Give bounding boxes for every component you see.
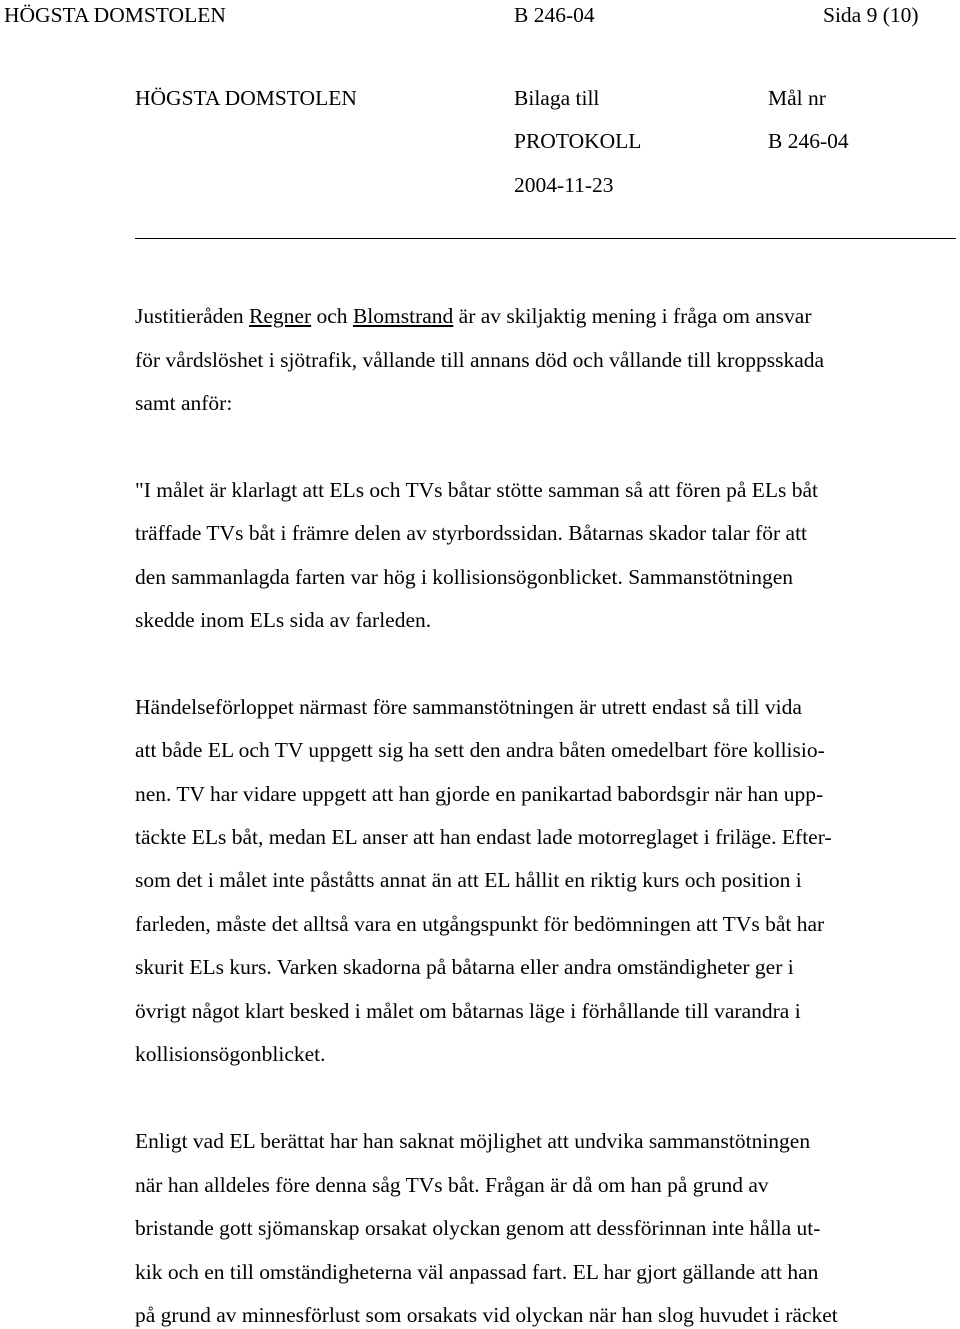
paragraph-2-line: att både EL och TV uppgett sig ha sett den andra båten omedelbart före kollisio- — [135, 738, 825, 762]
paragraph-2-line: som det i målet inte påståtts annat än att EL hållit en riktig kurs och position i — [135, 868, 802, 892]
paragraph-1-line: den sammanlagda farten var hög i kollisionsögonblicket. Sammanstötningen — [135, 565, 794, 589]
intro-text: Justitieråden — [135, 304, 250, 328]
intro-text: och — [311, 304, 353, 328]
intro-line-1 — [135, 302, 812, 330]
paragraph-3-line: när han alldeles före denna såg TVs båt. Frågan är då om han på grund av — [135, 1173, 769, 1197]
paragraph-2-line: nen. TV har vidare uppgett att han gjorde en panikartad babordsgir när han upp- — [135, 782, 824, 806]
letterhead-court: HÖGSTA DOMSTOLEN — [135, 86, 357, 110]
paragraph-3-line: bristande gott sjömanskap orsakat olyckan genom att dessförinnan inte hålla ut- — [135, 1216, 821, 1240]
justice-name: Regner — [249, 304, 312, 328]
intro-line-2: för vårdslöshet i sjötrafik, vållande till annans död och vållande till kroppsskada — [135, 348, 825, 372]
paragraph-3-line: på grund av minnesförlust som orsakats vid olyckan när han slog huvudet i räcket — [135, 1303, 838, 1327]
running-header-case-number: B 246-04 — [514, 3, 595, 27]
paragraph-2-line: kollisionsögonblicket. — [135, 1042, 326, 1066]
letterhead-case-number: B 246-04 — [768, 129, 849, 153]
letterhead-date: 2004-11-23 — [514, 173, 614, 197]
intro-text: är av skiljaktig mening i fråga om ansvar — [453, 304, 812, 328]
paragraph-2-line: täckte ELs båt, medan EL anser att han endast lade motorreglaget i friläge. Efter- — [135, 825, 832, 849]
paragraph-2-line: skurit ELs kurs. Varken skadorna på båtarna eller andra omständigheter ger i — [135, 955, 794, 979]
paragraph-1-line: "I målet är klarlagt att ELs och TVs båtar stötte samman så att fören på ELs båt — [135, 478, 819, 502]
letterhead-doc-type-line2: PROTOKOLL — [514, 129, 642, 153]
running-header-court: HÖGSTA DOMSTOLEN — [4, 3, 226, 27]
paragraph-2-line: Händelseförloppet närmast före sammanstötningen är utrett endast så till vida — [135, 695, 802, 719]
paragraph-3-line: kik och en till omständigheterna väl anpassad fart. EL har gjort gällande att han — [135, 1260, 819, 1284]
justice-name: Blomstrand — [352, 304, 454, 328]
paragraph-2-line: övrigt något klart besked i målet om båtarnas läge i förhållande till varandra i — [135, 999, 801, 1023]
running-header-page-number: Sida 9 (10) — [823, 3, 919, 27]
paragraph-1-line: träffade TVs båt i främre delen av styrbordssidan. Båtarnas skador talar för att — [135, 521, 808, 545]
letterhead-divider — [135, 238, 956, 239]
paragraph-2-line: farleden, måste det alltså vara en utgångspunkt för bedömningen att TVs båt har — [135, 912, 825, 936]
letterhead-case-label: Mål nr — [768, 86, 826, 110]
intro-line-3: samt anför: — [135, 391, 233, 415]
paragraph-1-line: skedde inom ELs sida av farleden. — [135, 608, 432, 632]
letterhead-doc-type-line1: Bilaga till — [514, 86, 600, 110]
paragraph-3-line: Enligt vad EL berättat har han saknat möjlighet att undvika sammanstötningen — [135, 1129, 811, 1153]
